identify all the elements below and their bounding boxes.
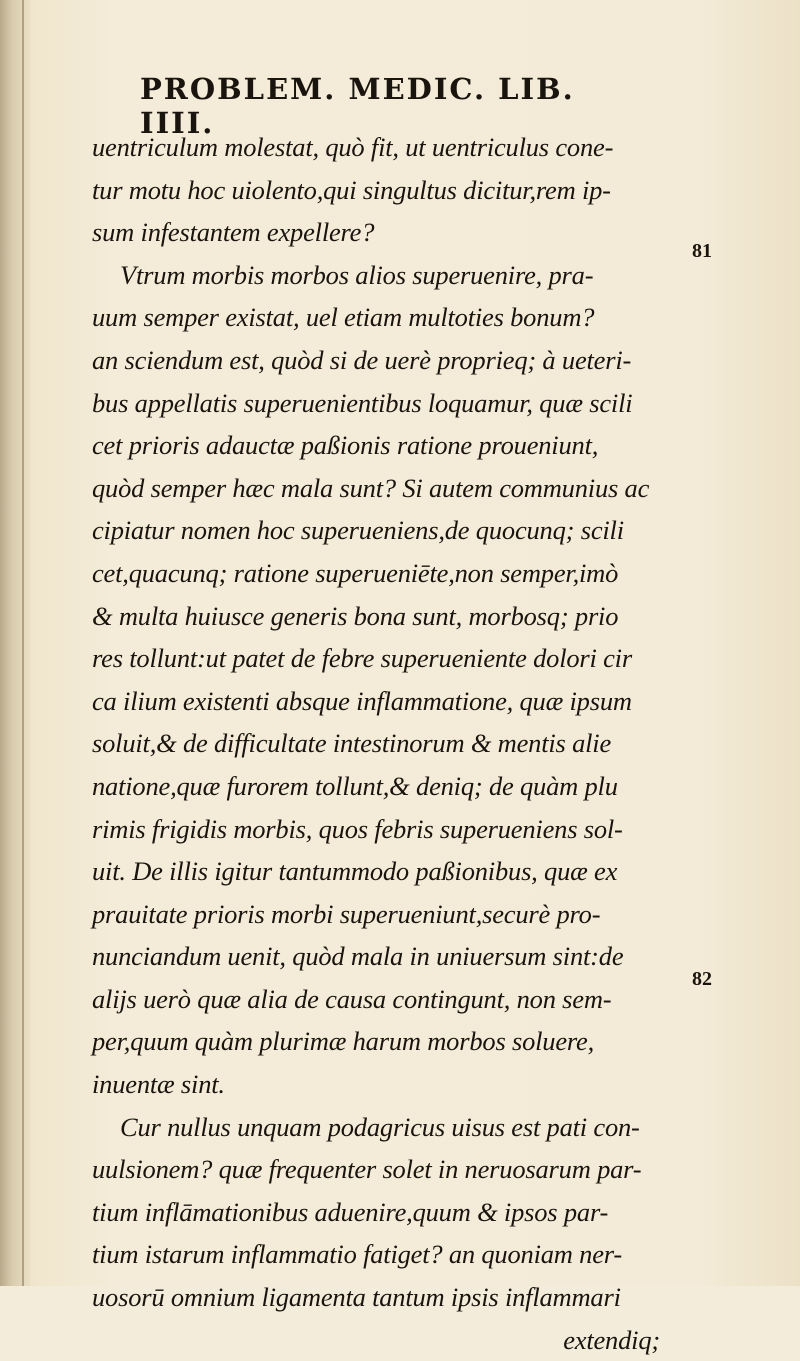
- text-line: Cur nullus unquam podagricus uisus est pati con-: [120, 1111, 640, 1142]
- text-line: sum infestantem expellere?: [92, 217, 375, 248]
- margin-number-82: 82: [692, 968, 712, 990]
- text-line: uulsionem? quæ frequenter solet in neruosarum par-: [92, 1154, 642, 1185]
- text-line: alijs uerò quæ alia de causa contingunt, non sem-: [92, 983, 612, 1014]
- catchword: extendiq;: [563, 1324, 660, 1355]
- text-line: uentriculum molestat, quò fit, ut uentriculus cone-: [92, 132, 614, 162]
- text-line: rimis frigidis morbis, quos febris superueniens sol-: [92, 813, 623, 844]
- text-line: cet prioris adauctæ paßionis ratione proueniunt,: [92, 430, 599, 461]
- text-line: & multa huiusce generis bona sunt, morbosq; prio: [92, 600, 619, 631]
- text-line: an sciendum est, quòd si de uerè proprieq; à ueteri-: [92, 344, 632, 375]
- text-line: res tollunt:ut patet de febre superueniente dolori cir: [92, 643, 632, 674]
- margin-number-81: 81: [692, 240, 712, 262]
- text-line: nunciandum uenit, quòd mala in uniuersum sint:de: [92, 941, 624, 972]
- text-line: inuentæ sint.: [92, 1069, 225, 1100]
- text-line: prauitate prioris morbi superueniunt,securè pro-: [92, 898, 601, 929]
- gutter-shadow: [22, 0, 24, 1286]
- text-line: tium istarum inflammatio fatiget? an quoniam ner-: [92, 1239, 622, 1270]
- text-line: Vtrum morbis morbos alios superuenire, pra-: [120, 259, 594, 290]
- text-line: cet,quacunq; ratione superueniēte,non semper,imò: [92, 557, 619, 588]
- page-gutter: [0, 0, 30, 1286]
- text-line: quòd semper hæc mala sunt? Si autem communius ac: [92, 472, 650, 503]
- running-head: PROBLEM. MEDIC. LIB. IIII.: [140, 72, 575, 140]
- text-line: bus appellatis superuenientibus loquamur, quæ scili: [92, 387, 633, 418]
- text-line: tium inflāmationibus aduenire,quum & ipsos par-: [92, 1196, 609, 1227]
- text-line: ca ilium existenti absque inflammatione, quæ ipsum: [92, 685, 632, 716]
- text-line: soluit,& de difficultate intestinorum & mentis alie: [92, 728, 612, 759]
- text-line: tur motu hoc uiolento,qui singultus dicitur,rem ip-: [92, 174, 611, 205]
- text-line: uosorū omnium ligamenta tantum ipsis inflammari: [92, 1282, 621, 1313]
- text-line: cipiatur nomen hoc superueniens,de quocunq; scili: [92, 515, 624, 546]
- text-line: uum semper existat, uel etiam multoties bonum?: [92, 302, 595, 333]
- text-line: natione,quæ furorem tollunt,& deniq; de quàm plu: [92, 770, 618, 801]
- body-text: [92, 126, 682, 1361]
- text-line: per,quum quàm plurimæ harum morbos soluere,: [92, 1026, 595, 1057]
- text-line: uit. De illis igitur tantummodo paßionibus, quæ ex: [92, 856, 618, 887]
